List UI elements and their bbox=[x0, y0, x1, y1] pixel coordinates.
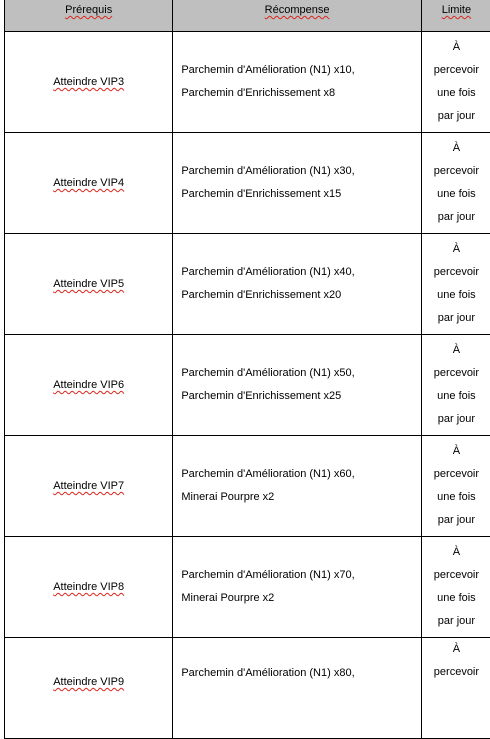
limit-line: une fois bbox=[422, 82, 490, 105]
limit-line: percevoir bbox=[422, 261, 490, 284]
reward-line: Parchemin d'Enrichissement x8 bbox=[181, 82, 421, 105]
header-limit: Limite bbox=[421, 0, 490, 32]
prereq-cell bbox=[5, 335, 173, 436]
limit-line: par jour bbox=[422, 307, 490, 330]
limit-line: percevoir bbox=[422, 160, 490, 183]
limit-line: une fois bbox=[422, 183, 490, 206]
limit-cell bbox=[421, 638, 490, 739]
table-row bbox=[5, 638, 490, 739]
limit-cell bbox=[421, 436, 490, 537]
limit-cell bbox=[421, 133, 490, 234]
limit-line: À bbox=[422, 638, 490, 661]
header-reward: Récompense bbox=[173, 0, 422, 32]
limit-line: percevoir bbox=[422, 59, 490, 82]
limit-line: À bbox=[422, 339, 490, 362]
reward-line: Parchemin d'Amélioration (N1) x30, bbox=[181, 160, 421, 183]
table-row bbox=[5, 436, 490, 537]
reward-cell bbox=[173, 537, 422, 638]
prereq-cell bbox=[5, 436, 173, 537]
table-row bbox=[5, 32, 490, 133]
reward-line: Parchemin d'Amélioration (N1) x60, bbox=[181, 463, 421, 486]
table-row bbox=[5, 335, 490, 436]
reward-line: Parchemin d'Amélioration (N1) x50, bbox=[181, 362, 421, 385]
reward-line: Parchemin d'Enrichissement x25 bbox=[181, 385, 421, 408]
prereq-text: Atteindre VIP5 bbox=[53, 278, 124, 290]
prereq-cell bbox=[5, 133, 173, 234]
limit-line: À bbox=[422, 440, 490, 463]
prereq-text: Atteindre VIP7 bbox=[53, 480, 124, 492]
limit-line: par jour bbox=[422, 408, 490, 431]
limit-cell bbox=[421, 537, 490, 638]
prereq-cell bbox=[5, 32, 173, 133]
reward-cell bbox=[173, 335, 422, 436]
reward-line: Parchemin d'Amélioration (N1) x80, bbox=[181, 662, 421, 685]
limit-line: par jour bbox=[422, 105, 490, 128]
prereq-text: Atteindre VIP8 bbox=[53, 581, 124, 593]
limit-line: À bbox=[422, 137, 490, 160]
reward-cell bbox=[173, 436, 422, 537]
limit-cell bbox=[421, 32, 490, 133]
prereq-text: Atteindre VIP6 bbox=[53, 379, 124, 391]
prereq-cell bbox=[5, 234, 173, 335]
limit-cell bbox=[421, 335, 490, 436]
limit-line: une fois bbox=[422, 486, 490, 509]
limit-line: une fois bbox=[422, 284, 490, 307]
reward-cell bbox=[173, 32, 422, 133]
reward-line: Parchemin d'Amélioration (N1) x10, bbox=[181, 59, 421, 82]
limit-line: À bbox=[422, 541, 490, 564]
limit-cell bbox=[421, 234, 490, 335]
limit-line: percevoir bbox=[422, 661, 490, 684]
limit-line: par jour bbox=[422, 509, 490, 532]
limit-line: par jour bbox=[422, 610, 490, 633]
prereq-cell bbox=[5, 537, 173, 638]
table-row bbox=[5, 133, 490, 234]
reward-line: Parchemin d'Enrichissement x15 bbox=[181, 183, 421, 206]
limit-line: percevoir bbox=[422, 362, 490, 385]
header-prereq: Prérequis bbox=[5, 0, 173, 32]
reward-line: Minerai Pourpre x2 bbox=[181, 486, 421, 509]
prereq-text: Atteindre VIP9 bbox=[53, 676, 124, 688]
limit-line: une fois bbox=[422, 587, 490, 610]
table-row bbox=[5, 537, 490, 638]
vip-rewards-table bbox=[4, 0, 490, 739]
reward-line: Parchemin d'Amélioration (N1) x40, bbox=[181, 261, 421, 284]
limit-line: percevoir bbox=[422, 463, 490, 486]
header-row bbox=[5, 0, 490, 32]
reward-line: Parchemin d'Amélioration (N1) x70, bbox=[181, 564, 421, 587]
limit-line: percevoir bbox=[422, 564, 490, 587]
reward-cell bbox=[173, 234, 422, 335]
reward-cell bbox=[173, 638, 422, 739]
limit-line: par jour bbox=[422, 206, 490, 229]
table-row bbox=[5, 234, 490, 335]
reward-line: Parchemin d'Enrichissement x20 bbox=[181, 284, 421, 307]
reward-cell bbox=[173, 133, 422, 234]
prereq-text: Atteindre VIP4 bbox=[53, 177, 124, 189]
limit-line: À bbox=[422, 36, 490, 59]
reward-line: Minerai Pourpre x2 bbox=[181, 587, 421, 610]
limit-line: une fois bbox=[422, 385, 490, 408]
limit-line: À bbox=[422, 238, 490, 261]
prereq-text: Atteindre VIP3 bbox=[53, 76, 124, 88]
prereq-cell bbox=[5, 638, 173, 739]
